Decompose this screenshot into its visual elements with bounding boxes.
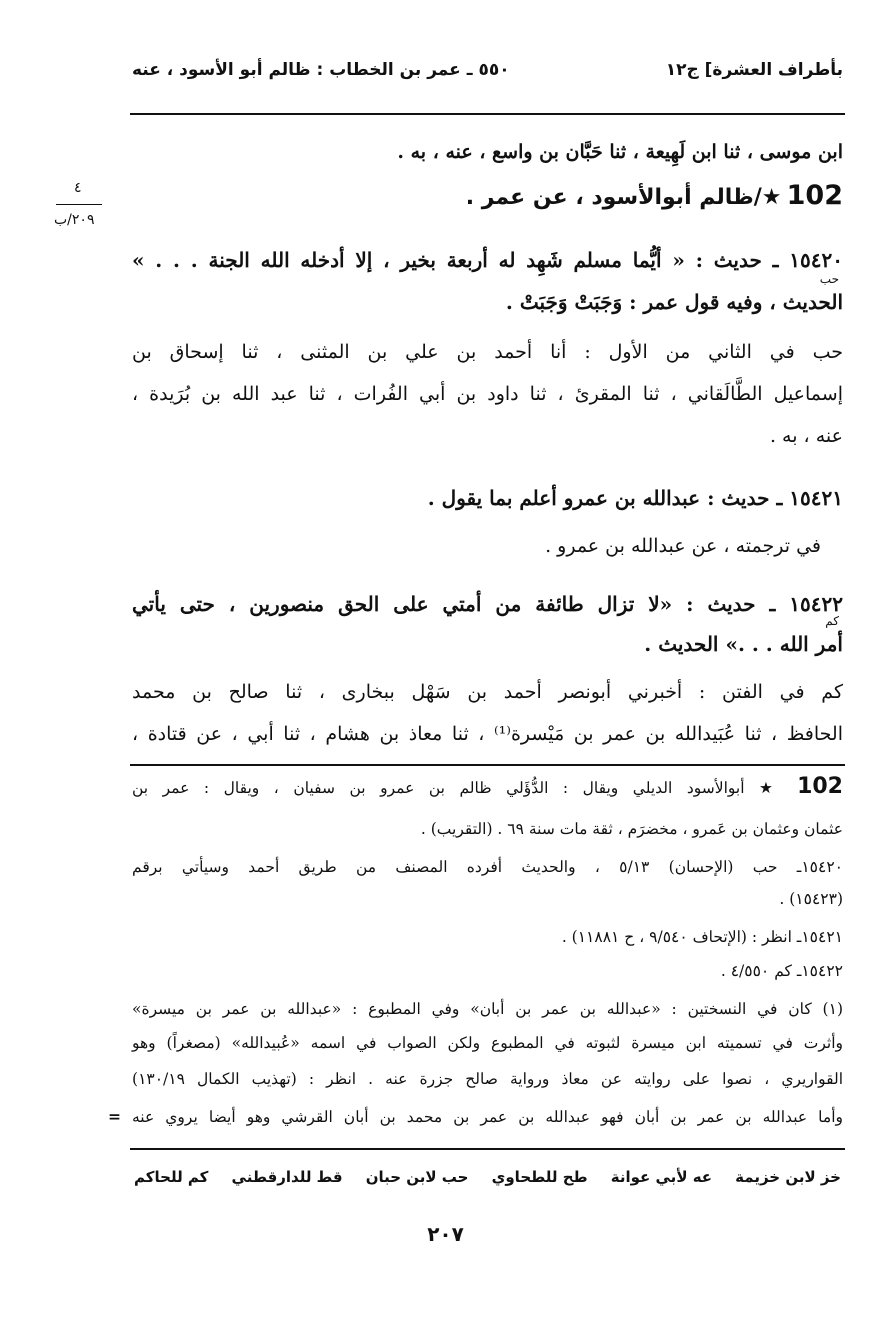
abbr-hibban: حب لابن حبان (365, 1168, 469, 1186)
margin-note-bottom: ٢٠٩/ب (54, 212, 95, 228)
hadith-15420-isnad-3: عنه ، به . (769, 425, 843, 447)
abbr-hakim: كم للحاكم (134, 1168, 209, 1186)
footnote-102-line1 (132, 776, 843, 799)
margin-note-rule (56, 204, 102, 205)
footnote-15421: ١٥٤٢١ـ انظر : (الإتحاف ٩/٥٤٠ ، ح ١١٨٨١) . (561, 928, 843, 946)
hadith-15421-source: في ترجمته ، عن عبدالله بن عمرو . (545, 535, 821, 557)
hadith-15422-source-mark: كم (825, 614, 839, 628)
hadith-15422-isnad-1: كم في الفتن : أخبرني أبونصر أحمد بن سَهْل ببخارى ، ثنا صالح بن محمد (132, 681, 843, 703)
header-rule (130, 113, 845, 115)
endnote-1-line3: القواريري ، نصوا على روايته عن معاذ ورواية صالح جزرة عنه . انظر : (تهذيب الكمال ١٣٠/١٩) (132, 1070, 843, 1088)
footnote-102-number: 102 (797, 774, 843, 799)
running-head-right: بأطراف العشرة] ج١٢ (665, 60, 843, 80)
footnote-rule (130, 764, 845, 766)
abbr-awanah: عه لأبي عوانة (610, 1168, 713, 1186)
hadith-15420-line1: ١٥٤٢٠ ـ حديث : « أيُّما مسلم شَهِد له أربعة بخير ، إلا أدخله الله الجنة . . . » (132, 248, 843, 272)
abbr-daraqutni: قط للدارقطني (231, 1168, 343, 1186)
hadith-15422-line2: أمر الله . . .» الحديث . (644, 632, 843, 656)
abbr-khuzaymah: خز لابن خزيمة (735, 1168, 841, 1186)
hadith-15420-isnad-2: إسماعيل الطَّالَقاني ، ثنا المقرئ ، ثنا داود بن أبي الفُرات ، ثنا عبد الله بن بُرَيدة ، (132, 383, 843, 405)
hadith-15421-line: ١٥٤٢١ ـ حديث : عبدالله بن عمرو أعلم بما يقول . (427, 486, 843, 510)
footnote-15422: ١٥٤٢٢ـ كم ٤/٥٥٠ . (720, 962, 843, 980)
endnote-1-line4: وأما عبدالله بن عمر بن أبان فهو عبدالله بن عمر بن محمد بن أبان القرشي وهو أيضا يروي عنه (132, 1108, 843, 1126)
section-number: 102 (786, 180, 843, 211)
abbreviations-bar (134, 1168, 841, 1186)
footnote-15420-line1: ١٥٤٢٠ـ حب (الإحسان) ٥/١٣ ، والحديث أفرده المصنف من طريق أحمد وسيأتي برقم (132, 858, 843, 876)
abbreviations-rule (130, 1148, 845, 1150)
hadith-15422-isnad-2: الحافظ ، ثنا عُبَيدالله بن عمر بن مَيْسرة⁽¹⁾ ، ثنا معاذ بن هشام ، ثنا أبي ، عن قتادة ، (132, 723, 843, 745)
endnote-1-line2: وأثرت في تسميته ابن ميسرة لثبوته في المطبوع ولكن الصواب في اسمه «عُبيدالله» (مصغراً) وهو (132, 1034, 843, 1052)
footnote-15420-line2: (١٥٤٢٣) . (779, 890, 843, 908)
page-number: ٢٠٧ (427, 1222, 464, 1246)
hadith-15420-source-mark: حب (819, 272, 839, 286)
footnote-102-line2: عثمان وعثمان بن عَمرو ، مخضرَم ، ثقة مات سنة ٦٩ . (التقريب) . (420, 820, 843, 838)
section-title: ★/ظالم أبوالأسود ، عن عمر . (465, 185, 782, 210)
continuation-mark: = (108, 1107, 121, 1126)
endnote-1-line1: (١) كان في النسختين : «عبدالله بن عمر بن أبان» وفي المطبوع : «عبدالله بن عمر بن ميسرة» (132, 1000, 843, 1018)
running-head-left: ٥٥٠ ـ عمر بن الخطاب : ظالم أبو الأسود ، عنه (132, 60, 510, 80)
section-heading (132, 180, 843, 211)
abbr-tahawi: طح للطحاوي (491, 1168, 588, 1186)
hadith-15422-line1: ١٥٤٢٢ ـ حديث : «لا تزال طائفة من أمتي على الحق منصورين ، حتى يأتي (132, 592, 843, 616)
margin-note-top: ٤ (74, 180, 82, 196)
hadith-15420-isnad-1: حب في الثاني من الأول : أنا أحمد بن علي بن المثنى ، ثنا إسحاق بن (132, 341, 843, 363)
body-line-continuation: ابن موسى ، ثنا ابن لَهِيعة ، ثنا حَبَّان بن واسع ، عنه ، به . (397, 141, 843, 163)
hadith-15420-line2: الحديث ، وفيه قول عمر : وَجَبَتْ وَجَبَتْ . (505, 290, 843, 314)
footnote-102-text: ★ أبوالأسود الديلي ويقال : الدُّؤَلي ظالم بن عمرو بن سفيان ، ويقال : عمر بن (132, 779, 783, 797)
